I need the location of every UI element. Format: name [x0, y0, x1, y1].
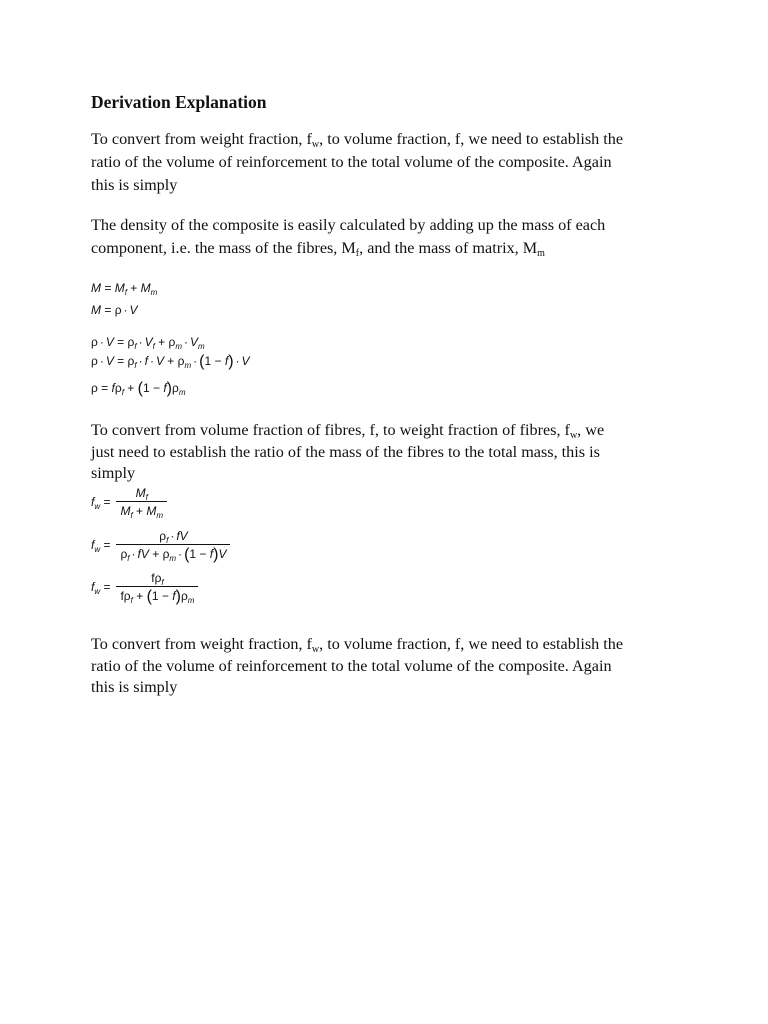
symbol: V — [144, 335, 153, 349]
subscript: w — [94, 545, 101, 554]
symbol: ρ — [114, 303, 122, 317]
operator: = — [101, 281, 115, 295]
operator: + — [126, 281, 141, 295]
equation-weight-fraction-density — [91, 529, 230, 561]
fraction — [116, 571, 198, 603]
operator: − — [196, 547, 210, 561]
operator: − — [149, 381, 164, 395]
text-line: ratio of the volume of reinforcement to the total volume of the composite. Again — [91, 656, 612, 675]
subscript: m — [169, 554, 177, 563]
text-line: simply — [91, 464, 136, 482]
symbol: M — [91, 281, 101, 295]
operator: · — [131, 547, 136, 561]
symbol: ρ — [168, 335, 176, 349]
subscript: m — [178, 388, 186, 397]
operator: · — [149, 354, 154, 368]
text-run: , to volume fraction, f, we need to establish the — [319, 130, 624, 148]
number: 1 — [189, 547, 197, 561]
subscript: m — [187, 596, 195, 605]
equation-lhs — [91, 538, 110, 552]
symbol: ρ — [91, 381, 98, 395]
paren: ( — [184, 546, 190, 563]
operator: + — [132, 504, 147, 518]
text-line — [91, 420, 691, 442]
symbol: V — [241, 354, 250, 368]
text-line: this is simply — [91, 176, 178, 194]
text-line: just need to establish the ratio of the mass of the fibres to the total mass, this is — [91, 442, 600, 461]
operator: · — [178, 547, 183, 561]
symbol: M — [114, 281, 125, 295]
paren: ) — [228, 353, 234, 370]
subscript: w — [569, 430, 578, 441]
equation-weight-fraction-mass — [91, 486, 167, 518]
paren: ( — [146, 588, 152, 605]
symbol: ρ — [91, 335, 98, 349]
symbol: M — [91, 303, 101, 317]
symbol: ρ — [177, 354, 185, 368]
subscript: f — [355, 248, 360, 259]
text-run: To convert from volume fraction of fibres, f, to weight fraction of fibres, f — [91, 421, 570, 439]
paragraph-volume-to-weight-intro — [91, 420, 691, 485]
symbol: f — [224, 354, 229, 368]
symbol: f — [91, 495, 95, 509]
paragraph-weight-to-volume-repeat — [91, 634, 691, 699]
subscript: f — [166, 536, 169, 545]
symbol: V — [190, 335, 199, 349]
number: 1 — [142, 381, 150, 395]
symbol: ρ — [127, 354, 135, 368]
denominator — [116, 544, 230, 561]
paren: ) — [175, 588, 181, 605]
symbol: V — [105, 354, 114, 368]
equation-lhs — [91, 580, 110, 594]
operator: = — [100, 538, 111, 552]
subscript: f — [124, 288, 127, 297]
numerator — [155, 529, 191, 544]
symbol: fρ — [151, 571, 162, 585]
subscript: f — [134, 342, 137, 351]
operator: · — [138, 335, 143, 349]
text-run: component, i.e. the mass of the fibres, M — [91, 239, 356, 257]
subscript: w — [94, 587, 101, 596]
symbol: ρ — [120, 547, 128, 561]
equation-weight-fraction-final — [91, 571, 198, 603]
operator: · — [193, 354, 198, 368]
subscript: m — [184, 361, 192, 370]
symbol: M — [146, 504, 157, 518]
subscript: f — [121, 388, 124, 397]
denominator — [116, 501, 167, 518]
operator: = — [113, 335, 128, 349]
text-line — [91, 128, 691, 151]
symbol: V — [129, 303, 138, 317]
text-line: The density of the composite is easily calculated by adding up the mass of each — [91, 216, 606, 234]
symbol: V — [155, 354, 164, 368]
symbol: fρ — [120, 589, 131, 603]
equation-density-fraction — [91, 354, 250, 368]
operator: = — [113, 354, 128, 368]
symbol: ρ — [127, 335, 135, 349]
paren: ( — [137, 380, 143, 397]
operator: + — [148, 547, 163, 561]
subscript: m — [537, 248, 545, 259]
text-line — [91, 634, 691, 656]
operator: + — [132, 589, 147, 603]
number: 1 — [151, 589, 159, 603]
operator: · — [123, 303, 128, 317]
numerator — [147, 571, 167, 586]
operator: − — [211, 354, 225, 368]
operator: = — [97, 381, 112, 395]
operator: + — [163, 354, 178, 368]
fraction — [116, 486, 167, 518]
operator: + — [123, 381, 138, 395]
equation-rule-of-mixtures — [91, 381, 185, 395]
symbol: M — [120, 504, 131, 518]
paren: ) — [213, 546, 219, 563]
equation-density-volumes — [91, 335, 205, 349]
operator: · — [235, 354, 240, 368]
subscript: w — [94, 502, 101, 511]
denominator — [116, 586, 198, 603]
operator: − — [158, 589, 173, 603]
text-line — [91, 237, 691, 260]
symbol: M — [135, 486, 146, 500]
subscript: w — [311, 139, 320, 150]
number: 1 — [204, 354, 212, 368]
text-line: ratio of the volume of reinforcement to the total volume of the composite. Again — [91, 153, 612, 171]
symbol: ρ — [114, 381, 122, 395]
subscript: f — [130, 596, 133, 605]
symbol: f — [209, 547, 214, 561]
paragraph-density-intro — [91, 214, 691, 260]
text-run: , we — [577, 421, 605, 439]
symbol: f — [91, 580, 95, 594]
text-run: To convert from weight fraction, f — [91, 130, 312, 148]
operator: + — [154, 335, 169, 349]
subscript: f — [152, 342, 155, 351]
symbol: fV — [176, 529, 188, 543]
symbol: f — [144, 354, 148, 368]
section-heading: Derivation Explanation — [91, 92, 267, 112]
symbol: V — [105, 335, 114, 349]
operator: · — [170, 529, 175, 543]
symbol: f — [172, 589, 176, 603]
subscript: f — [161, 578, 164, 587]
subscript: w — [311, 644, 320, 655]
paren: ) — [166, 380, 172, 397]
symbol: f — [163, 381, 167, 395]
symbol: ρ — [171, 381, 179, 395]
paragraph-weight-to-volume-intro — [91, 128, 691, 197]
symbol: fV — [137, 547, 149, 561]
fraction — [116, 529, 230, 561]
equation-mass-density — [91, 303, 138, 317]
symbol: f — [91, 538, 95, 552]
text-run: To convert from weight fraction, f — [91, 635, 312, 653]
operator: = — [100, 495, 111, 509]
subscript: m — [150, 288, 158, 297]
symbol: V — [218, 547, 227, 561]
symbol: f — [111, 381, 115, 395]
operator: · — [99, 335, 104, 349]
text-line: this is simply — [91, 678, 178, 696]
subscript: f — [145, 493, 148, 502]
paren: ( — [199, 353, 205, 370]
text-run: , to volume fraction, f, we need to establish the — [319, 635, 624, 653]
symbol: ρ — [159, 529, 167, 543]
subscript: f — [130, 511, 133, 520]
equation-lhs — [91, 495, 110, 509]
subscript: m — [156, 511, 164, 520]
operator: · — [184, 335, 189, 349]
operator: · — [138, 354, 143, 368]
symbol: ρ — [162, 547, 170, 561]
numerator — [132, 486, 152, 501]
operator: = — [100, 580, 111, 594]
subscript: f — [134, 361, 137, 370]
symbol: ρ — [180, 589, 188, 603]
subscript: m — [175, 342, 183, 351]
symbol: ρ — [91, 354, 98, 368]
operator: · — [99, 354, 104, 368]
text-run: , and the mass of matrix, M — [359, 239, 538, 257]
subscript: m — [198, 342, 205, 351]
operator: = — [101, 303, 115, 317]
subscript: f — [127, 554, 130, 563]
symbol: M — [140, 281, 151, 295]
equation-mass-sum — [91, 281, 157, 295]
